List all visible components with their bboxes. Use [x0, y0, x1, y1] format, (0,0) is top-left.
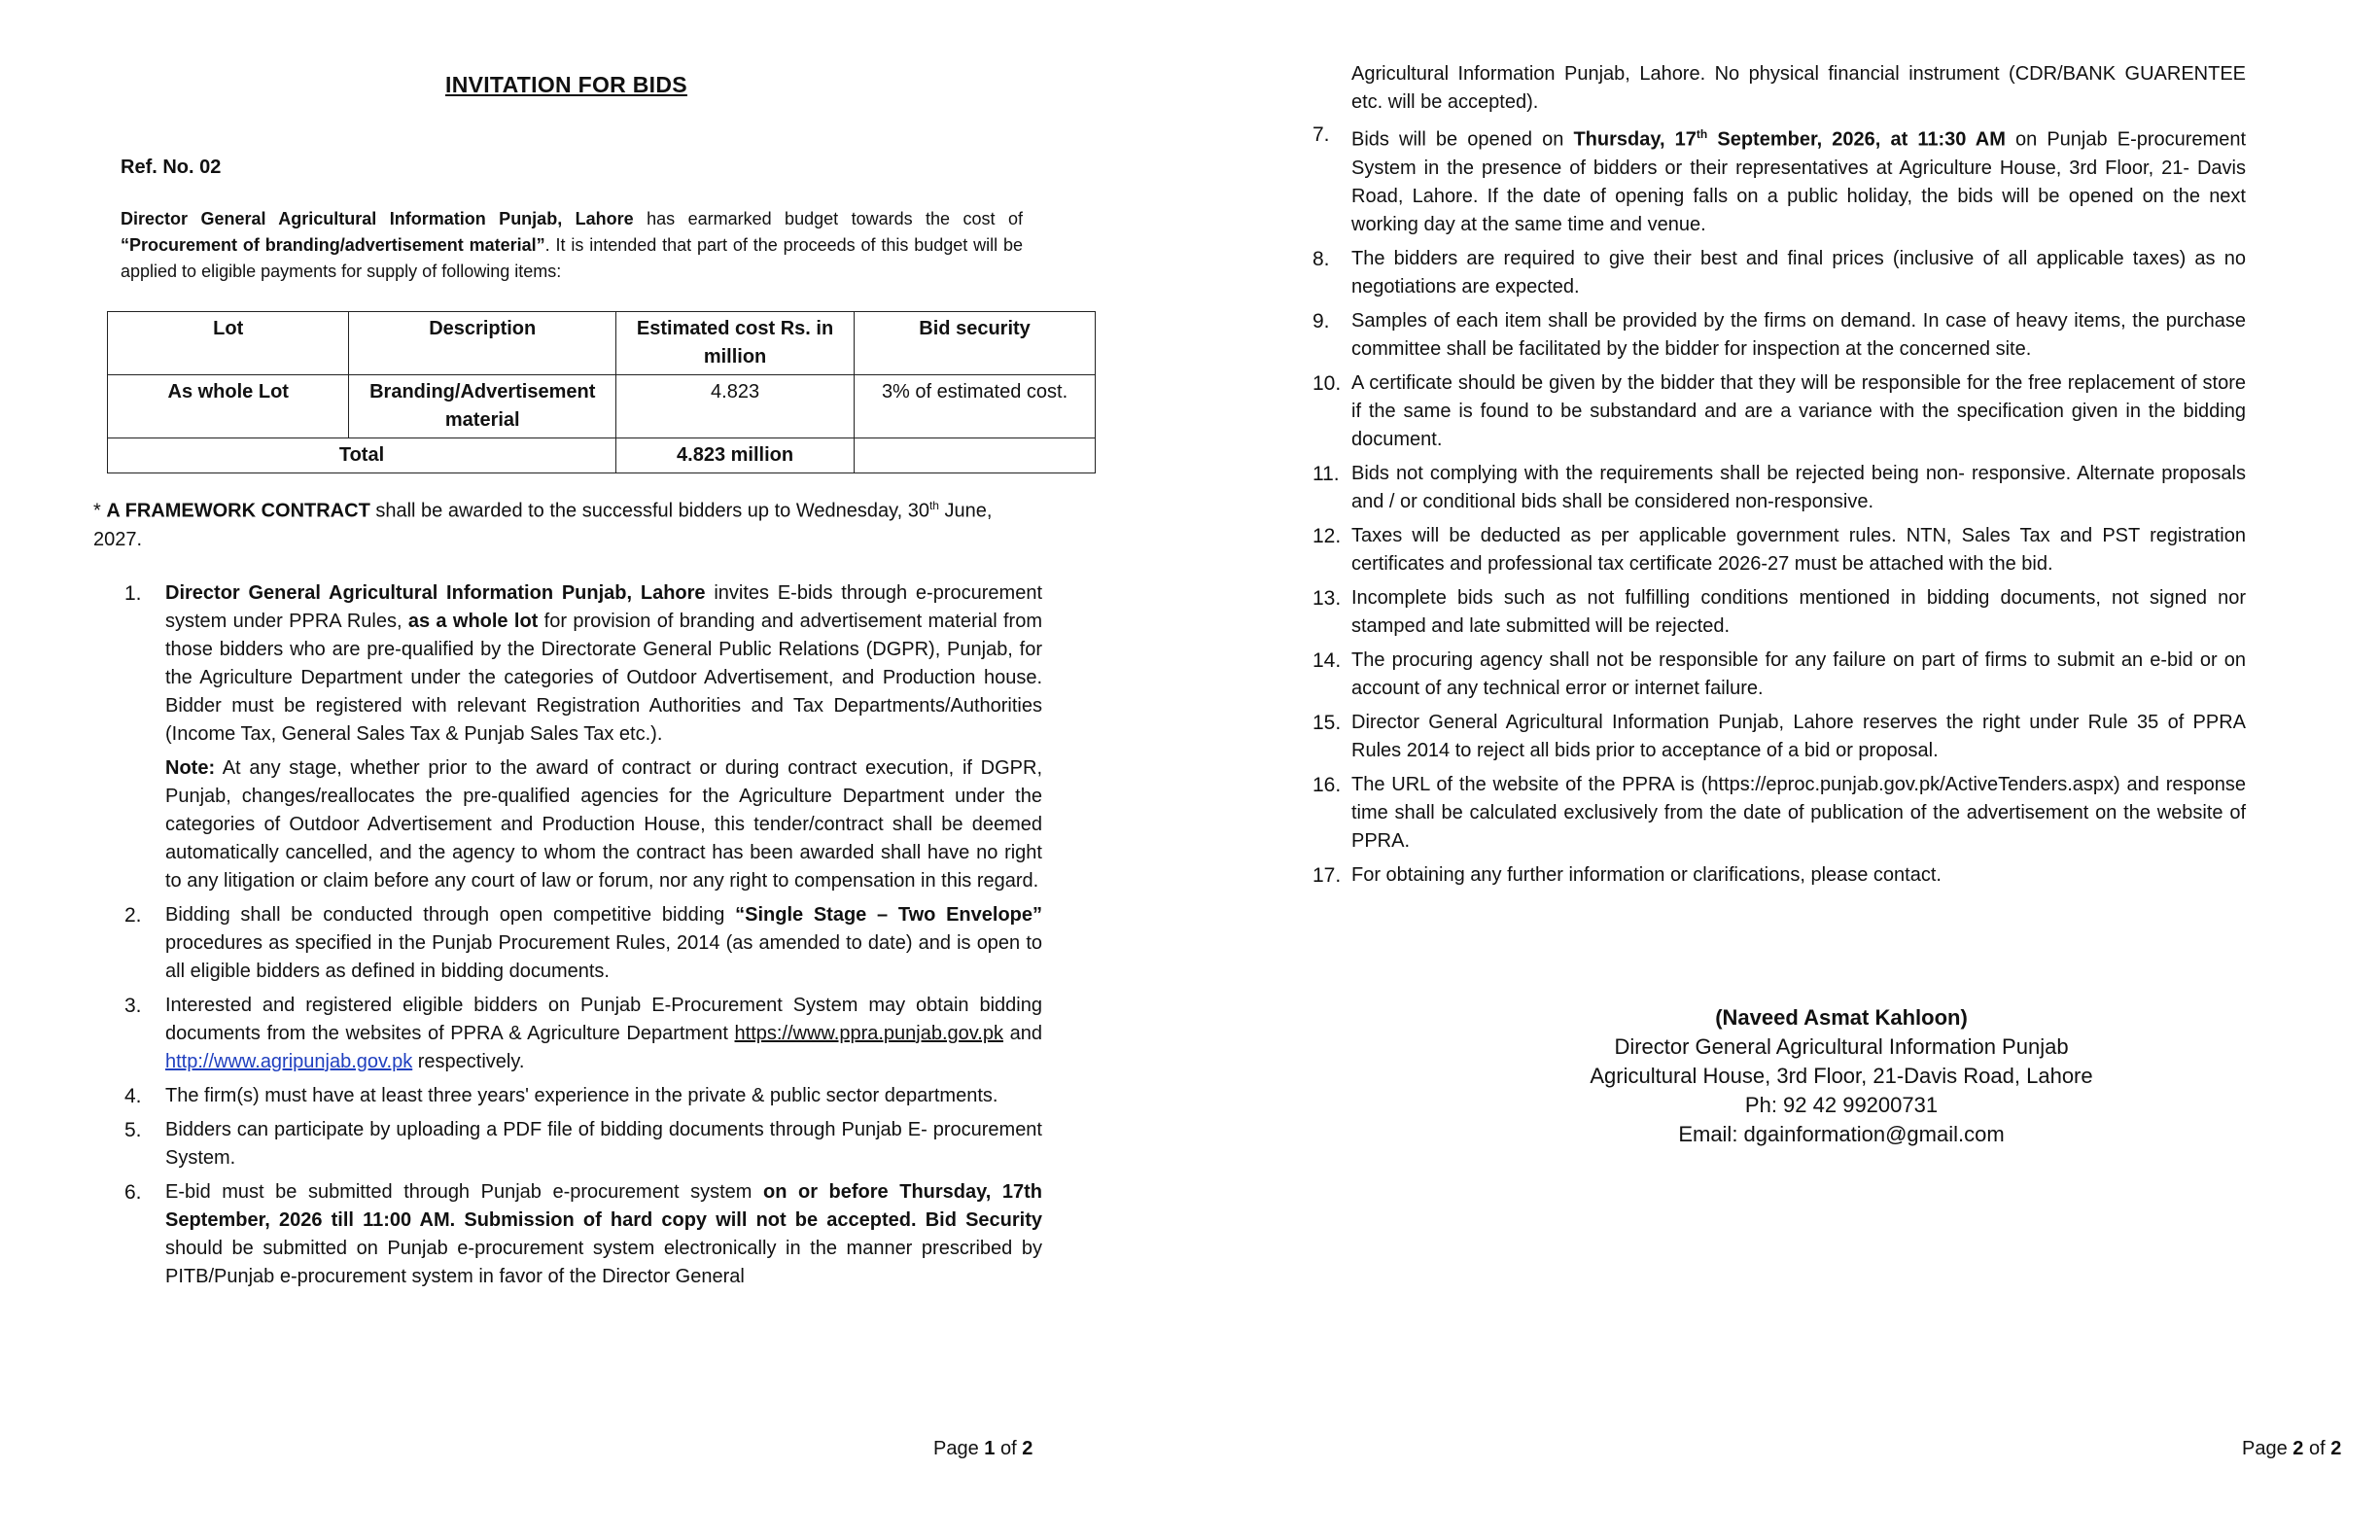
list-item-12 [1312, 522, 2246, 578]
signature-block [1394, 1003, 2289, 1149]
list-item-5 [124, 1116, 1042, 1172]
signatory-name: (Naveed Asmat Kahloon) [1715, 1005, 1968, 1030]
item-span: Interested and registered eligible bidders on Punjab E-Procurement System may obtain bidding documents from the websites of PPRA & Agriculture Department [165, 995, 1042, 1044]
conditions-list-page-2 [1312, 60, 2246, 895]
list-item-7 [1312, 121, 2246, 239]
item-bold: Director General Agricultural Information Punjab, Lahore [165, 582, 706, 604]
item-number: 6. [124, 1181, 142, 1204]
item-text: The URL of the website of the PPRA is (https://eproc.punjab.gov.pk/ActiveTenders.aspx) and response time shall be calculated exclusively from the date of publication of the advertisement on the website of PPRA. [1351, 773, 2246, 852]
item-number: 14. [1312, 648, 1342, 672]
signatory-title: Director General Agricultural Information Punjab [1614, 1034, 2069, 1059]
total-value: 4.823 million [616, 438, 855, 473]
table-row [108, 375, 1096, 438]
intro-org: Director General Agricultural Information Punjab, Lahore [121, 209, 634, 228]
item-number: 5. [124, 1119, 142, 1141]
framework-text: shall be awarded to the successful bidders up to Wednesday, 30 [369, 500, 929, 522]
item-span: procedures as specified in the Punjab Procurement Rules, 2014 (as amended to date) and is open to all eligible bidders as defined in bidding documents. [165, 932, 1042, 982]
item-text: Bidders can participate by uploading a PDF file of bidding documents through Punjab E- procurement System. [165, 1119, 1042, 1169]
list-item-9 [1312, 307, 2246, 364]
item-sup: th [1696, 127, 1708, 141]
item-span: and [1002, 1023, 1042, 1044]
item-number: 10. [1312, 371, 1342, 395]
agripunjab-link[interactable]: http://www.agripunjab.gov.pk [165, 1051, 413, 1072]
item-number: 12. [1312, 524, 1342, 547]
list-item-2 [124, 901, 1042, 986]
item-number: 13. [1312, 586, 1342, 610]
item-text [1351, 121, 2246, 239]
list-item-3 [124, 992, 1042, 1076]
item-text [165, 901, 1042, 986]
conditions-list-page-1 [124, 579, 1042, 1297]
page-total: 2 [2330, 1438, 2342, 1459]
total-label: Total [108, 438, 616, 473]
total-empty-cell [855, 438, 1096, 473]
page-total: 2 [1022, 1438, 1033, 1459]
item-number: 4. [124, 1085, 142, 1107]
item-number: 1. [124, 582, 142, 605]
intro-item: “Procurement of branding/advertisement material” [121, 235, 545, 255]
item-span: on Punjab E-procurement System in the presence of bidders or their representatives at Agriculture House, 3rd Floor, 21- Davis Road, Lahore. If the date of opening falls on a public holiday, the bids will be opened on the next working day at the same time and venue. [1351, 128, 2246, 235]
list-item-4 [124, 1082, 1042, 1110]
framework-contract-note [93, 492, 1046, 554]
item-number: 7. [1312, 123, 1330, 146]
page-of: of [995, 1438, 1023, 1459]
item-text [165, 992, 1042, 1076]
cell-description: Branding/Advertisement material [349, 375, 616, 438]
page-label: Page [2242, 1438, 2293, 1459]
item-bold: on or before Thursday, 17th September, 2026 till 11:00 AM. Submission of hard copy will not be accepted. Bid Security [165, 1181, 1042, 1231]
item-number: 15. [1312, 711, 1342, 734]
list-item-8 [1312, 245, 2246, 301]
cell-security: 3% of estimated cost. [855, 375, 1096, 438]
item-text [165, 1178, 1042, 1291]
list-item-6 [124, 1178, 1042, 1291]
item-number: 17. [1312, 863, 1342, 887]
item-number: 8. [1312, 247, 1330, 270]
framework-text-end: June, 2027. [93, 500, 993, 550]
item-number: 3. [124, 995, 142, 1017]
note-text: At any stage, whether prior to the award of contract or during contract execution, if DGPR, Punjab, changes/reallocates the pre-qualified agencies for the Agriculture Department under the categories of Outdoor Advertisement and Production House, this tender/contract shall be deemed automatically cancelled, and the agency to whom the contract has been awarded shall have no right to any litigation or claim before any court of law or forum, nor any right to compensation in this regard. [165, 757, 1042, 892]
item-text [165, 579, 1042, 749]
list-item-16 [1312, 771, 2246, 856]
note-paragraph [165, 754, 1042, 895]
table-header-row [108, 312, 1096, 375]
item-text: A certificate should be given by the bidder that they will be responsible for the free replacement of store if the same is found to be substandard and are a variance with the specification given in the bidding document. [1351, 371, 2246, 450]
framework-star: * [93, 500, 107, 522]
list-item-13 [1312, 584, 2246, 641]
item-text: The procuring agency shall not be responsible for any failure on part of firms to submit an e-bid or on account of any technical error or internet failure. [1351, 648, 2246, 699]
header-security: Bid security [855, 312, 1096, 375]
item-text: The firm(s) must have at least three years' experience in the private & public sector departments. [165, 1085, 998, 1106]
item-span: Bids will be opened on [1351, 128, 1574, 151]
item-bold: Thursday, 17 [1573, 128, 1697, 151]
page-num: 1 [984, 1438, 996, 1459]
page-of: of [2303, 1438, 2331, 1459]
header-description: Description [349, 312, 616, 375]
intro-text-2: . It is intended that part of the proceeds of this budget will be applied to eligible payments for supply of following items: [121, 235, 1024, 281]
item-text: For obtaining any further information or clarifications, please contact. [1351, 863, 1942, 886]
item-text: Bids not complying with the requirements shall be rejected being non- responsive. Alternate proposals and / or conditional bids shall be considered non-responsive. [1351, 462, 2246, 512]
intro-text-1: has earmarked budget towards the cost of [633, 209, 1023, 228]
list-item-1 [124, 579, 1042, 749]
item-text: Samples of each item shall be provided by the firms on demand. In case of heavy items, the purchase committee shall be facilitated by the bidder for inspection at the concerned site. [1351, 309, 2246, 360]
page-num: 2 [2292, 1438, 2304, 1459]
list-item-10 [1312, 369, 2246, 454]
item-text: Incomplete bids such as not fulfilling conditions mentioned in bidding documents, not signed nor stamped and late submitted will be rejected. [1351, 586, 2246, 637]
document-page-2 [1190, 0, 2380, 1540]
item-number: 2. [124, 904, 142, 927]
note-label: Note: [165, 757, 216, 779]
list-item-17 [1312, 861, 2246, 890]
document-title: INVITATION FOR BIDS [445, 72, 687, 97]
item-span: invites E-bids through e-procurement system under PPRA Rules, [165, 582, 1042, 632]
page-number-2 [2242, 1438, 2341, 1460]
item-number: 11. [1312, 462, 1340, 485]
item-span: for provision of branding and advertisement material from those bidders who are pre-qualified by the Directorate General Public Relations (DGPR), Punjab, for the Agriculture Department under the categories of Outdoor Advertisement, and Production house. Bidder must be registered with relevant Registration Authorities and Tax Departments/Authorities (Income Tax, General Sales Tax & Punjab Sales Tax etc.). [165, 611, 1042, 745]
cell-cost: 4.823 [616, 375, 855, 438]
table-total-row [108, 438, 1096, 473]
item-bold: as a whole lot [407, 611, 539, 632]
page-label: Page [933, 1438, 985, 1459]
signatory-address: Agricultural House, 3rd Floor, 21-Davis Road, Lahore [1590, 1064, 2093, 1088]
signatory-email: Email: dgainformation@gmail.com [1678, 1122, 2005, 1146]
ppra-link[interactable]: https://www.ppra.punjab.gov.pk [734, 1023, 1003, 1044]
item-6-continuation: Agricultural Information Punjab, Lahore. No physical financial instrument (CDR/BANK GUARENTEE etc. will be accepted). [1351, 63, 2246, 113]
header-lot: Lot [108, 312, 349, 375]
items-table [107, 311, 1096, 473]
item-text: Taxes will be deducted as per applicable government rules. NTN, Sales Tax and PST registration certificates and professional tax certificate 2026-27 must be attached with the bid. [1351, 524, 2246, 575]
item-span: Bidding shall be conducted through open competitive bidding [165, 904, 736, 926]
list-item-11 [1312, 460, 2246, 516]
list-item-14 [1312, 647, 2246, 703]
item-number: 16. [1312, 773, 1342, 796]
item-span: respectively. [412, 1051, 525, 1072]
list-item-15 [1312, 709, 2246, 765]
page-number-1 [933, 1438, 1032, 1460]
framework-bold: A FRAMEWORK CONTRACT [106, 500, 370, 522]
reference-number: Ref. No. 02 [121, 157, 222, 178]
item-text: The bidders are required to give their best and final prices (inclusive of all applicable taxes) as no negotiations are expected. [1351, 247, 2246, 298]
item-number: 9. [1312, 309, 1330, 332]
framework-sup: th [928, 499, 939, 512]
item-text: Director General Agricultural Information Punjab, Lahore reserves the right under Rule 35 of PPRA Rules 2014 to reject all bids prior to acceptance of a bid or proposal. [1351, 711, 2246, 761]
item-bold: September, 2026, at 11:30 AM [1707, 128, 2006, 151]
cell-lot: As whole Lot [108, 375, 349, 438]
item-bold: “Single Stage – Two Envelope” [735, 904, 1042, 926]
intro-paragraph [121, 206, 1023, 285]
item-span: E-bid must be submitted through Punjab e-procurement system [165, 1181, 763, 1203]
signatory-phone: Ph: 92 42 99200731 [1744, 1093, 1939, 1117]
header-cost: Estimated cost Rs. in million [616, 312, 855, 375]
item-span: should be submitted on Punjab e-procurement system electronically in the manner prescribed by PITB/Punjab e-procurement system in favor of the Director General [165, 1238, 1042, 1287]
